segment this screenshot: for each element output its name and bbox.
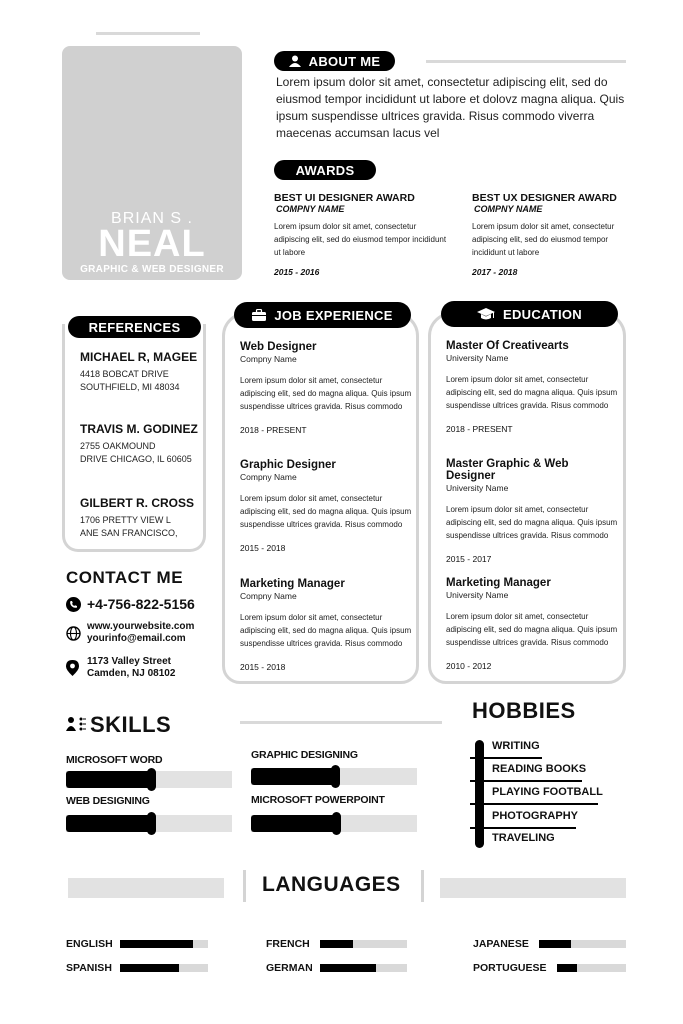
skill-fill bbox=[251, 815, 337, 832]
experience-company: Compny Name bbox=[240, 591, 297, 601]
contact-address-line1: 1173 Valley Street bbox=[87, 656, 171, 667]
contact-address-line2: Camden, NJ 08102 bbox=[87, 668, 176, 679]
education-university: University Name bbox=[446, 590, 509, 600]
briefcase-icon bbox=[252, 309, 266, 321]
hobby-divider bbox=[470, 780, 582, 782]
experience-item bbox=[240, 459, 412, 553]
globe-icon bbox=[66, 626, 81, 641]
language-fill bbox=[320, 940, 353, 948]
skill-label: WEB DESIGNING bbox=[66, 795, 150, 807]
award-company: COMPNY NAME bbox=[276, 204, 345, 214]
language-fill bbox=[120, 940, 193, 948]
language-label: PORTUGUESE bbox=[473, 962, 547, 974]
hobby-item: TRAVELING bbox=[492, 832, 555, 844]
award-date: 2017 - 2018 bbox=[472, 267, 518, 277]
skill-label: MICROSOFT POWERPOINT bbox=[251, 794, 385, 806]
hobby-item: PLAYING FOOTBALL bbox=[492, 786, 603, 798]
education-text: Lorem ipsum dolor sit amet, consectetur adipiscing elit, sed do magna aliqua. Quis ipsum suspendisse ultrices gravida. Risus commodo bbox=[446, 505, 618, 540]
skill-fill bbox=[251, 768, 336, 785]
language-track bbox=[120, 964, 208, 972]
location-pin-icon bbox=[66, 660, 79, 676]
skills-divider bbox=[240, 721, 442, 724]
reference-address: 2755 OAKMOUND DRIVE CHICAGO, IL 60605 bbox=[80, 441, 192, 464]
education-university: University Name bbox=[446, 353, 509, 363]
reference-name: GILBERT R. CROSS bbox=[80, 496, 195, 510]
skill-knob bbox=[331, 765, 340, 788]
hobby-item: WRITING bbox=[492, 740, 540, 752]
experience-item bbox=[240, 578, 412, 672]
award-item bbox=[472, 192, 632, 277]
contact-email[interactable]: yourinfo@email.com bbox=[87, 633, 186, 644]
education-date: 2010 - 2012 bbox=[446, 661, 492, 671]
experience-text: Lorem ipsum dolor sit amet, consectetur adipiscing elit, sed do magna aliqua. Quis ipsum suspendisse ultrices gravida. Risus commodo bbox=[240, 376, 412, 411]
award-item bbox=[274, 192, 454, 277]
education-title: Master Of Creativearts bbox=[446, 340, 569, 352]
language-fill bbox=[539, 940, 571, 948]
user-icon bbox=[289, 55, 301, 67]
reference-address: 1706 PRETTY VIEW L ANE SAN FRANCISCO, bbox=[80, 515, 178, 538]
skills-heading: SKILLS bbox=[90, 712, 172, 737]
education-title: Master Graphic & Web Designer bbox=[446, 458, 569, 482]
top-divider-left bbox=[96, 32, 200, 35]
skill-label: MICROSOFT WORD bbox=[66, 754, 163, 766]
contact-heading: CONTACT ME bbox=[66, 568, 184, 587]
education-date: 2018 - PRESENT bbox=[446, 424, 513, 434]
reference-address: 4418 BOBCAT DRIVE SOUTHFIELD, MI 48034 bbox=[80, 369, 180, 392]
contact-phone[interactable]: +4-756-822-5156 bbox=[87, 596, 195, 612]
about-heading: ABOUT ME bbox=[274, 51, 395, 71]
education-text: Lorem ipsum dolor sit amet, consectetur adipiscing elit, sed do magna aliqua. Quis ipsum suspendisse ultrices gravida. Risus commodo bbox=[446, 612, 618, 647]
skill-knob bbox=[147, 812, 156, 835]
experience-title: Graphic Designer bbox=[240, 459, 336, 471]
reference-item bbox=[80, 350, 202, 394]
experience-item bbox=[240, 341, 412, 435]
experience-text: Lorem ipsum dolor sit amet, consectetur adipiscing elit, sed do magna aliqua. Quis ipsum suspendisse ultrices gravida. Risus commodo bbox=[240, 613, 412, 648]
skill-fill bbox=[66, 815, 152, 832]
graduation-cap-icon bbox=[477, 308, 495, 321]
skill-track bbox=[66, 771, 232, 788]
award-company: COMPNY NAME bbox=[474, 204, 543, 214]
skill-label: GRAPHIC DESIGNING bbox=[251, 749, 358, 761]
language-track bbox=[539, 940, 626, 948]
last-name: NEAL bbox=[98, 223, 206, 265]
language-fill bbox=[557, 964, 577, 972]
phone-icon bbox=[66, 597, 81, 612]
about-text: Lorem ipsum dolor sit amet, consectetur adipiscing elit, sed do eiusmod tempor incididunt ut labore et dolovz magna aliqua. Quis ipsum suspendisse ultrices gravida. Risus commodo viverra maecenas accumsan lacus vel bbox=[276, 75, 625, 140]
contact-web-block bbox=[87, 621, 194, 645]
skill-knob bbox=[147, 768, 156, 791]
education-title: Marketing Manager bbox=[446, 577, 551, 589]
hobbies-heading: HOBBIES bbox=[472, 698, 576, 723]
language-track bbox=[120, 940, 208, 948]
skill-track bbox=[251, 768, 417, 785]
reference-item bbox=[80, 422, 202, 466]
skill-knob bbox=[332, 812, 341, 835]
about-divider bbox=[426, 60, 626, 63]
education-item bbox=[446, 577, 620, 671]
awards-heading: AWARDS bbox=[274, 160, 376, 180]
hobby-item: PHOTOGRAPHY bbox=[492, 810, 578, 822]
reference-item bbox=[80, 496, 202, 540]
skill-fill bbox=[66, 771, 152, 788]
language-fill bbox=[320, 964, 376, 972]
skill-track bbox=[66, 815, 232, 832]
language-track bbox=[557, 964, 626, 972]
contact-web-row bbox=[66, 621, 194, 645]
language-label: FRENCH bbox=[266, 938, 310, 950]
award-text: Lorem ipsum dolor sit amet, consectetur adipiscing elit, sed do eiusmod tempor incididunt ut labore bbox=[472, 222, 615, 257]
experience-company: Compny Name bbox=[240, 472, 297, 482]
language-track bbox=[320, 940, 407, 948]
language-label: JAPANESE bbox=[473, 938, 529, 950]
education-text: Lorem ipsum dolor sit amet, consectetur adipiscing elit, sed do magna aliqua. Quis ipsum suspendisse ultrices gravida. Risus commodo bbox=[446, 375, 618, 410]
experience-date: 2018 - PRESENT bbox=[240, 425, 307, 435]
language-fill bbox=[120, 964, 179, 972]
language-track bbox=[320, 964, 407, 972]
award-date: 2015 - 2016 bbox=[274, 267, 320, 277]
award-title: BEST UI DESIGNER AWARD bbox=[274, 192, 415, 204]
contact-phone-row bbox=[66, 596, 195, 612]
contact-address-block bbox=[87, 656, 175, 680]
experience-heading: JOB EXPERIENCE bbox=[234, 302, 411, 328]
language-label: GERMAN bbox=[266, 962, 313, 974]
languages-bar-left bbox=[68, 878, 224, 898]
experience-title: Marketing Manager bbox=[240, 578, 345, 590]
experience-title: Web Designer bbox=[240, 341, 317, 353]
skill-track bbox=[251, 815, 417, 832]
contact-website[interactable]: www.yourwebsite.com bbox=[87, 621, 195, 632]
contact-address-row bbox=[66, 656, 175, 680]
education-item bbox=[446, 458, 620, 564]
first-name: BRIAN S . bbox=[111, 210, 193, 227]
job-title: GRAPHIC & WEB DESIGNER bbox=[80, 264, 224, 275]
hobby-divider bbox=[470, 757, 542, 759]
languages-bar-right bbox=[440, 878, 626, 898]
award-title: BEST UX DESIGNER AWARD bbox=[472, 192, 617, 204]
reference-name: MICHAEL R, MAGEE bbox=[80, 350, 198, 364]
languages-divider-right bbox=[421, 870, 424, 902]
language-label: SPANISH bbox=[66, 962, 112, 974]
experience-company: Compny Name bbox=[240, 354, 297, 364]
experience-text: Lorem ipsum dolor sit amet, consectetur adipiscing elit, sed do magna aliqua. Quis ipsum suspendisse ultrices gravida. Risus commodo bbox=[240, 494, 412, 529]
language-label: ENGLISH bbox=[66, 938, 113, 950]
languages-heading: LANGUAGES bbox=[262, 873, 401, 896]
hobby-divider bbox=[470, 827, 576, 829]
hobby-item: READING BOOKS bbox=[492, 763, 587, 775]
education-date: 2015 - 2017 bbox=[446, 554, 492, 564]
hobby-divider bbox=[470, 803, 598, 805]
experience-date: 2015 - 2018 bbox=[240, 662, 286, 672]
experience-date: 2015 - 2018 bbox=[240, 543, 286, 553]
education-heading: EDUCATION bbox=[441, 301, 618, 327]
education-university: University Name bbox=[446, 483, 509, 493]
languages-divider-left bbox=[243, 870, 246, 902]
skills-icon bbox=[66, 716, 86, 732]
award-text: Lorem ipsum dolor sit amet, consectetur adipiscing elit, sed do eiusmod tempor incididunt ut labore bbox=[274, 222, 447, 257]
references-heading: REFERENCES bbox=[68, 316, 201, 338]
education-item bbox=[446, 340, 620, 434]
reference-name: TRAVIS M. GODINEZ bbox=[80, 422, 198, 436]
